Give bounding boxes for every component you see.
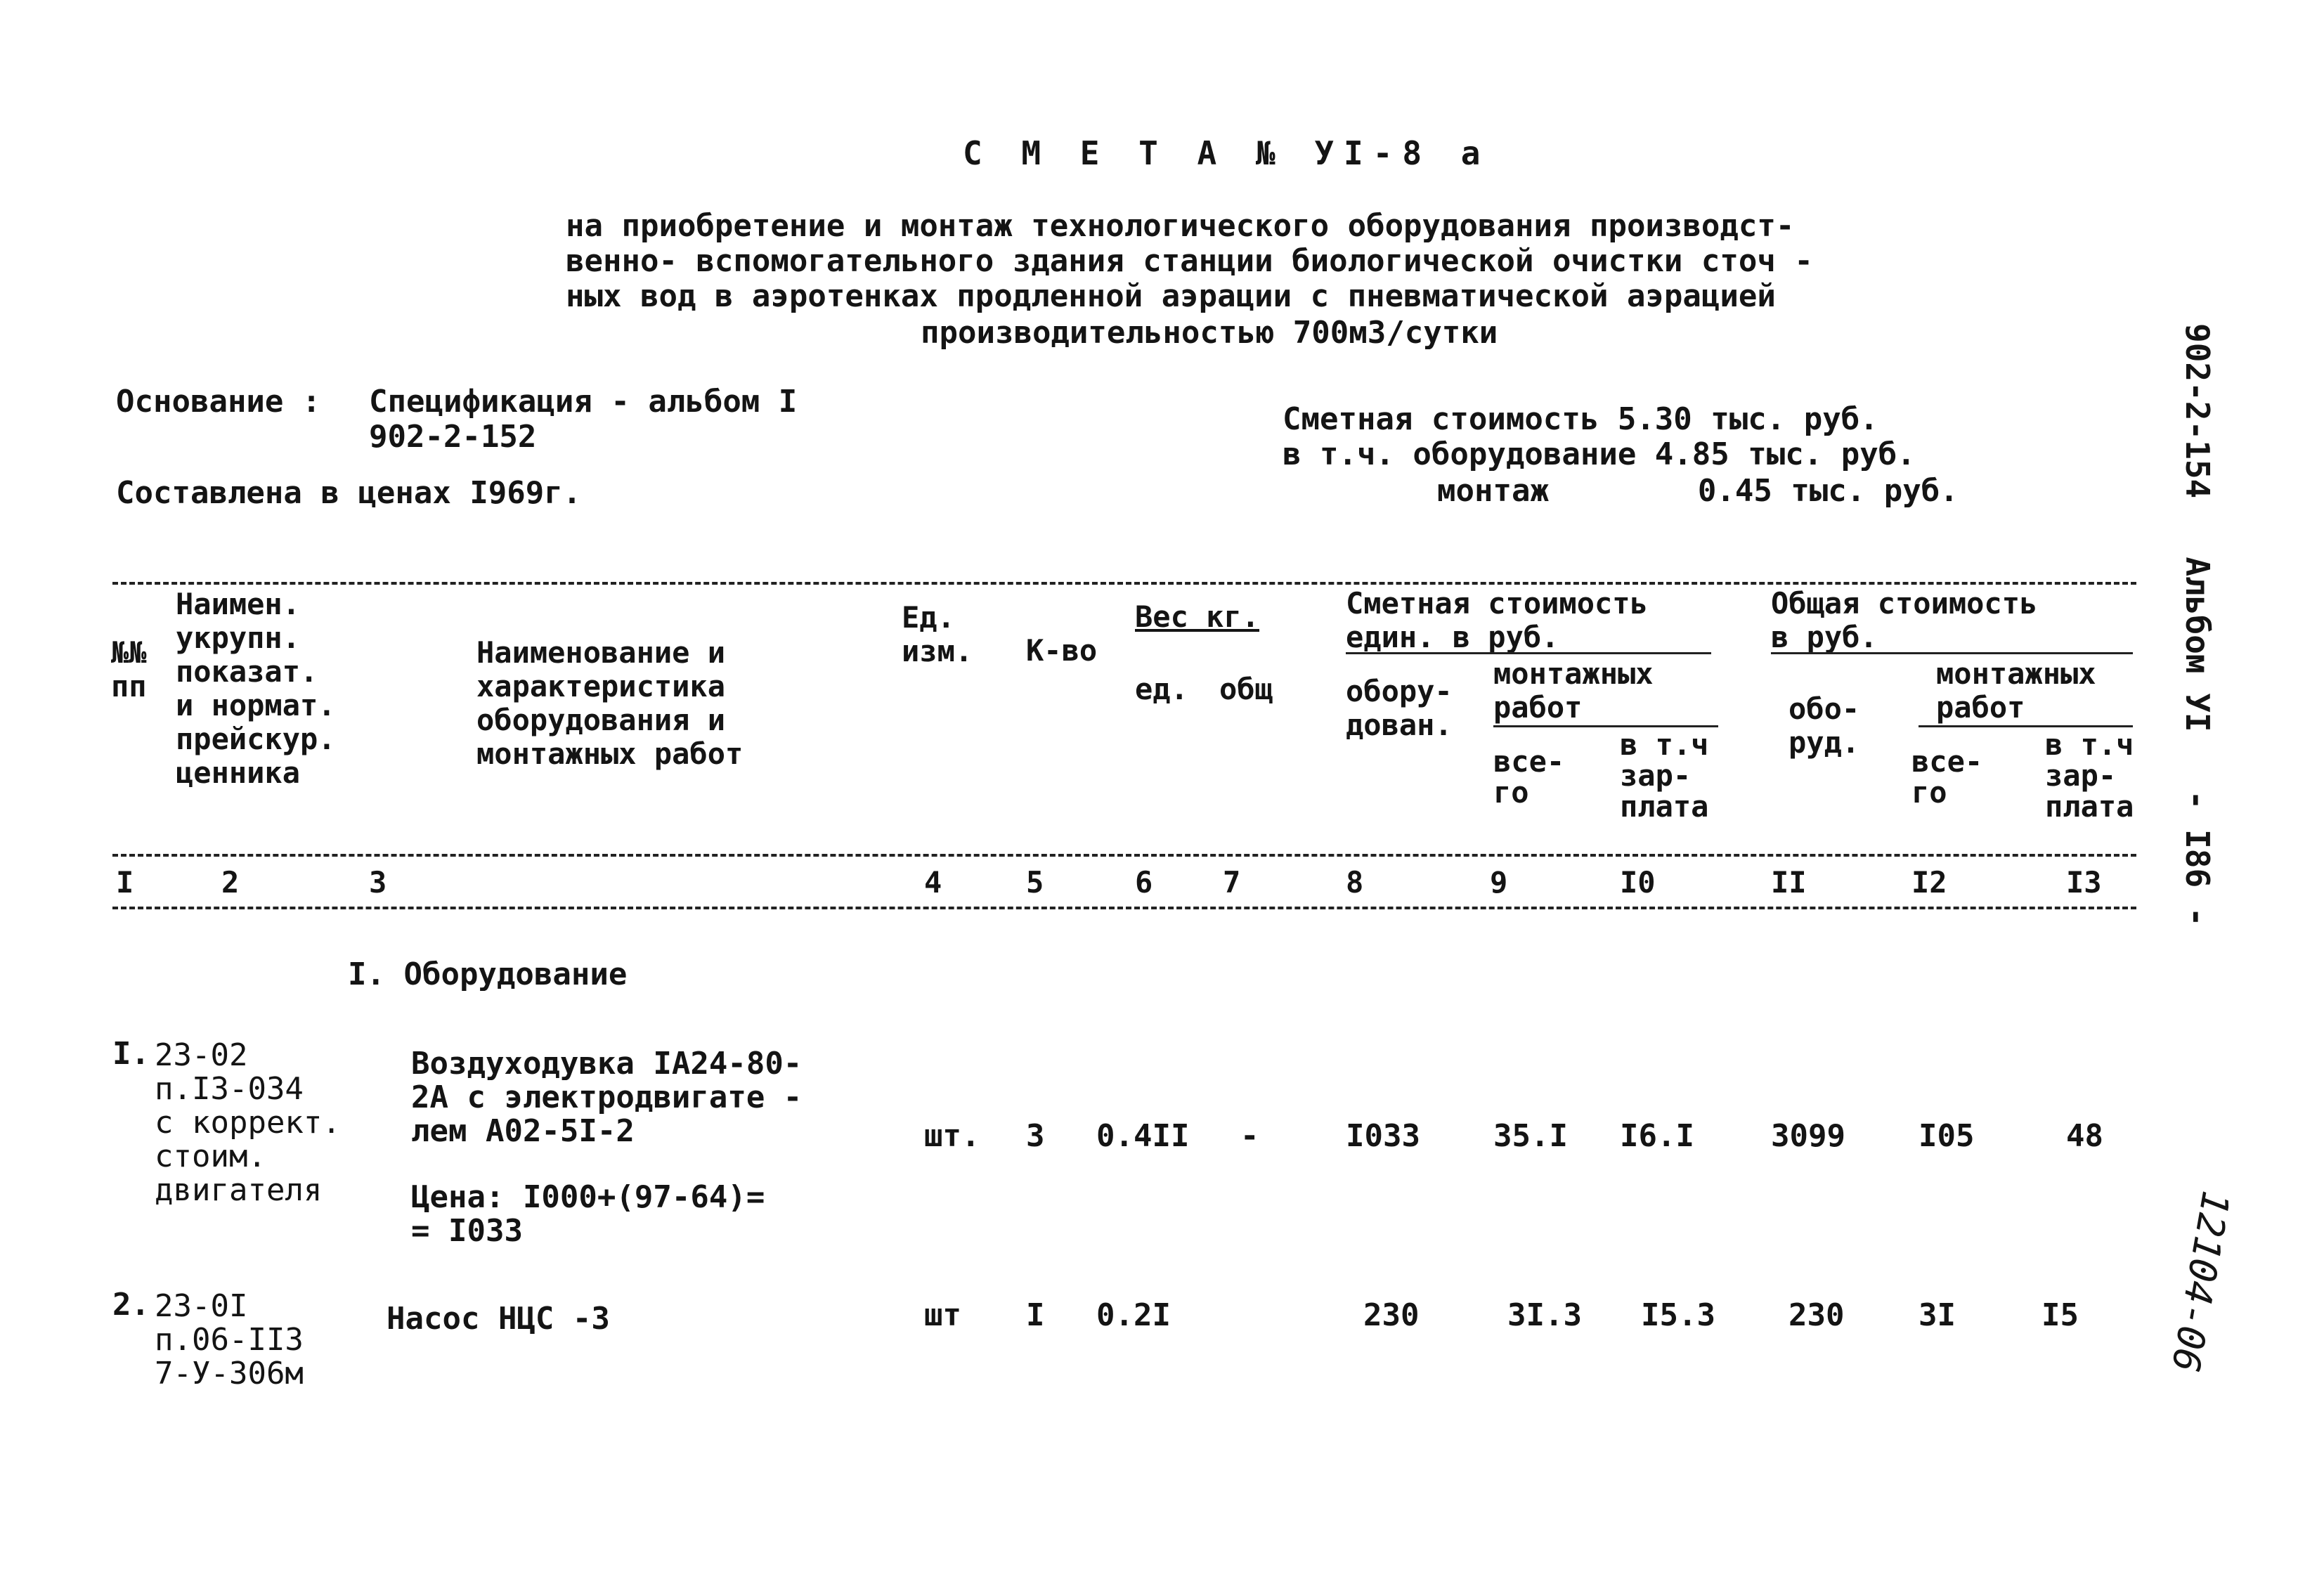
- side-stamp: 902-2-154 Альбом УI - I86 -: [2179, 323, 2216, 927]
- unit-cost-underline: [1346, 652, 1711, 654]
- colnum-10: I0: [1620, 865, 1656, 900]
- row1-num: I.: [112, 1036, 150, 1072]
- row2-qty: I: [1026, 1297, 1045, 1333]
- header-col-2: Наимен. укрупн. показат. и нормат. прейскур. ценника: [176, 587, 336, 790]
- header-weight: Вес кг.: [1135, 599, 1260, 634]
- colnum-12: I2: [1911, 865, 1947, 900]
- header-col-7: общ: [1219, 672, 1273, 706]
- colnum-11: II: [1771, 865, 1807, 900]
- row1-weight-total: -: [1240, 1118, 1259, 1154]
- colnum-8: 8: [1346, 865, 1364, 900]
- cost-line-2: в т.ч. оборудование 4.85 тыс. руб.: [1283, 436, 1916, 472]
- basis-label: Основание :: [116, 384, 321, 420]
- header-col-5: К-во: [1026, 633, 1098, 668]
- row2-num: 2.: [112, 1287, 150, 1323]
- row2-wage-total: I5: [2041, 1297, 2079, 1333]
- row2-wage-unit: I5.3: [1641, 1297, 1715, 1333]
- header-col-10: в т.ч зар- плата: [1620, 727, 1709, 824]
- row2-weight-unit: 0.2I: [1096, 1297, 1171, 1333]
- header-col-11: обо- руд.: [1789, 692, 1860, 760]
- row2-mount-unit: 3I.3: [1507, 1297, 1582, 1333]
- row1-unit: шт.: [924, 1118, 980, 1154]
- colnum-6: 6: [1135, 865, 1153, 900]
- row1-code: 23-02 п.I3-034 с коррект. стоим. двигателя: [155, 1037, 341, 1208]
- subtitle-line-4: производительностью 700м3/сутки: [921, 315, 1498, 351]
- row1-equip-unit: I033: [1346, 1118, 1420, 1154]
- row2-equip-total: 230: [1789, 1297, 1845, 1333]
- row2-equip-unit: 230: [1363, 1297, 1420, 1333]
- section-title: I. Оборудование: [348, 956, 628, 992]
- row1-mount-total: I05: [1919, 1118, 1975, 1154]
- subtitle-line-3: ных вод в аэротенках продленной аэрации с пневматической аэрацией: [566, 278, 1776, 314]
- basis-value-2: 902-2-152: [369, 419, 537, 455]
- header-col-8: обору- дован.: [1346, 674, 1453, 742]
- header-col-3: Наименование и характеристика оборудования и монтажных работ: [476, 635, 744, 771]
- side-stamp-code: 12104-06: [2162, 1187, 2238, 1376]
- header-col-12: все- го: [1911, 744, 1983, 810]
- colnum-5: 5: [1026, 865, 1044, 900]
- header-col-6: ед.: [1135, 672, 1188, 706]
- colnum-3: 3: [369, 865, 387, 900]
- header-col-13: в т.ч зар- плата: [2045, 727, 2134, 824]
- row2-name: Насос НЦС -3: [387, 1301, 610, 1337]
- header-top-rule: [112, 582, 2136, 585]
- colnum-4: 4: [924, 865, 942, 900]
- header-total-mount: монтажных работ: [1936, 656, 2096, 725]
- row1-equip-total: 3099: [1771, 1118, 1845, 1154]
- basis-value-1: Спецификация - альбом I: [369, 384, 798, 420]
- colnum-7: 7: [1223, 865, 1241, 900]
- header-bottom-rule: [112, 854, 2136, 857]
- prices-note: Составлена в ценах I969г.: [116, 475, 582, 511]
- row1-price-note: Цена: I000+(97-64)= = I033: [411, 1179, 765, 1249]
- header-col-9: все- го: [1493, 744, 1565, 810]
- header-unit-mount: монтажных работ: [1493, 656, 1654, 725]
- row1-name: Воздуходувка IА24-80- 2А с электродвигате - лем А02-5I-2: [411, 1046, 803, 1149]
- cost-line-3: монтаж 0.45 тыс. руб.: [1437, 473, 1959, 509]
- row1-wage-unit: I6.I: [1620, 1118, 1694, 1154]
- header-col-1: №№ пп: [111, 635, 147, 703]
- header-col-4: Ед. изм.: [902, 600, 973, 668]
- cost-line-1: Сметная стоимость 5.30 тыс. руб.: [1283, 401, 1878, 437]
- row2-code: 23-0I п.06-II3 7-У-306м: [155, 1288, 304, 1391]
- row2-mount-total: 3I: [1919, 1297, 1956, 1333]
- subtitle-line-1: на приобретение и монтаж технологического оборудования производст-: [566, 208, 1795, 244]
- header-total-cost: Общая стоимость в руб.: [1771, 586, 2038, 654]
- row1-mount-unit: 35.I: [1493, 1118, 1568, 1154]
- colnum-9: 9: [1490, 865, 1508, 900]
- row1-qty: 3: [1026, 1118, 1045, 1154]
- subtitle-line-2: венно- вспомогательного здания станции биологической очистки сточ -: [566, 243, 1813, 279]
- colnum-2: 2: [221, 865, 240, 900]
- row1-weight-unit: 0.4II: [1096, 1118, 1190, 1154]
- row1-wage-total: 48: [2066, 1118, 2103, 1154]
- colnum-13: I3: [2066, 865, 2102, 900]
- total-cost-underline: [1771, 652, 2133, 654]
- document-title: С М Е Т А № УI-8 а: [963, 134, 1491, 172]
- colnum-1: I: [116, 865, 134, 900]
- row2-unit: шт: [924, 1297, 961, 1333]
- header-unit-cost: Сметная стоимость един. в руб.: [1346, 586, 1648, 654]
- column-numbers-rule: [112, 907, 2136, 909]
